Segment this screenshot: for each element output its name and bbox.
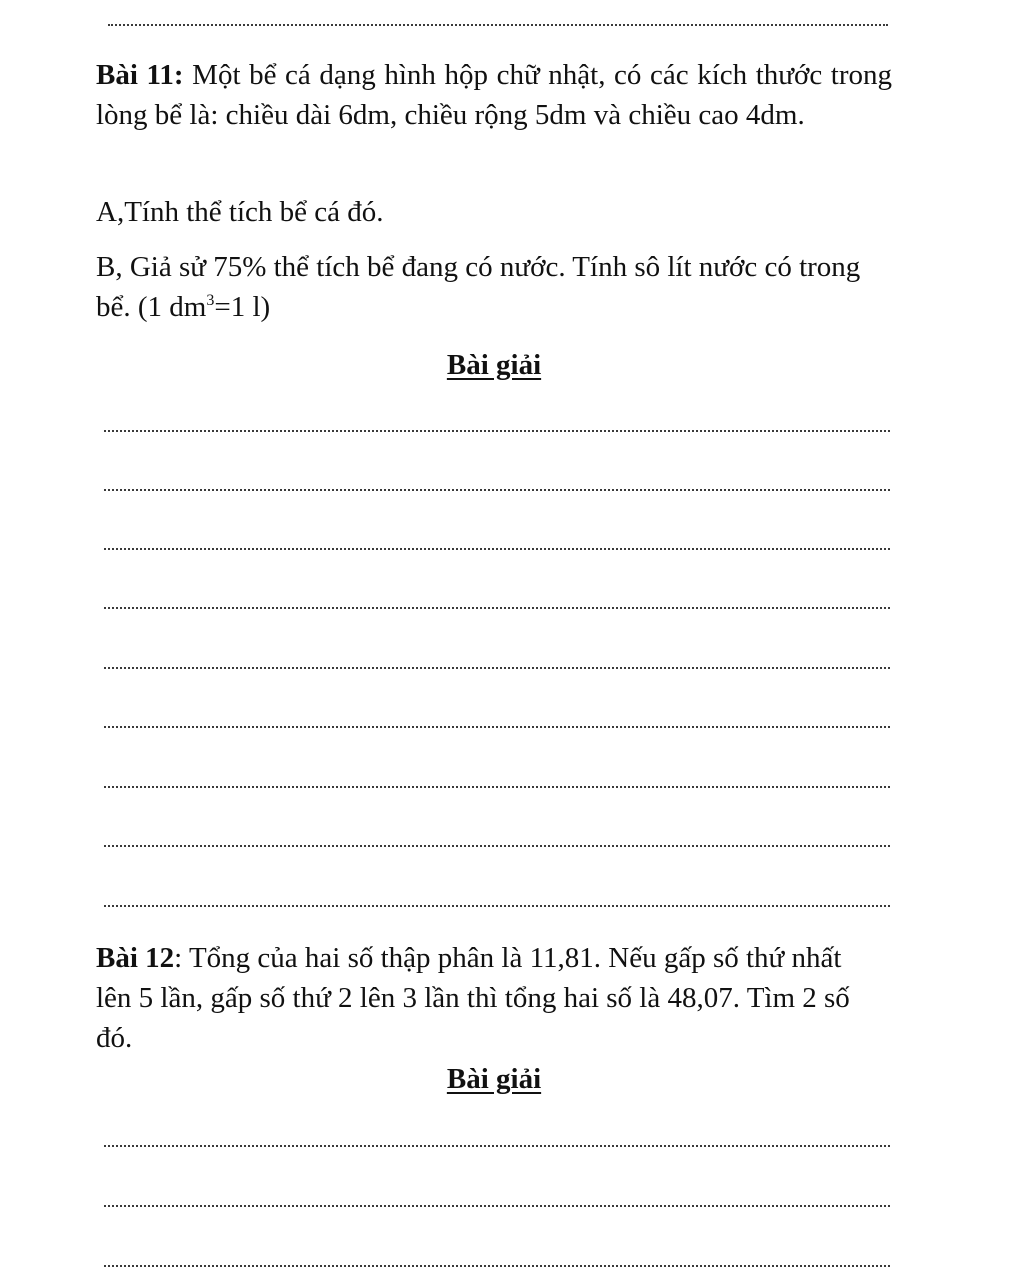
problem-11-part-a: A,Tính thể tích bể cá đó. — [96, 196, 384, 228]
answer-line — [104, 607, 890, 609]
problem-12-solution-heading: Bài giải — [446, 1063, 542, 1095]
problem-12-text: : Tổng của hai số thập phân là 11,81. Nếu gấp số thứ nhất lên 5 lần, gấp số thứ 2 lên 3 lần thì tổng hai số là 48,07. Tìm 2 số đó. — [96, 942, 850, 1054]
problem-11-part-b-superscript: 3 — [206, 292, 215, 309]
answer-line — [104, 726, 890, 728]
problem-12-label: Bài 12 — [96, 942, 175, 974]
problem-11-part-b-text: B, Giả sử 75% thể tích bể đang có nước. Tính sô lít nước có trong bể. (1 dm — [96, 251, 861, 323]
problem-11-part-b — [96, 247, 892, 327]
answer-line — [104, 786, 890, 788]
answer-line — [104, 845, 890, 847]
problem-11-label: Bài 11: — [96, 59, 184, 91]
problem-11-statement — [96, 55, 892, 135]
problem-11-text: Một bể cá dạng hình hộp chữ nhật, có các kích thước trong lòng bể là: chiều dài 6dm, chiều rộng 5dm và chiều cao 4dm. — [96, 59, 893, 131]
answer-line-top — [108, 24, 888, 26]
answer-line — [104, 1205, 890, 1207]
answer-line — [104, 1265, 890, 1267]
answer-line — [104, 430, 890, 432]
answer-line — [104, 905, 890, 907]
answer-line — [104, 1145, 890, 1147]
problem-11-solution-heading: Bài giải — [446, 349, 542, 381]
answer-line — [104, 667, 890, 669]
problem-12-statement — [96, 938, 856, 1058]
problem-11-part-b-end: =1 l) — [214, 291, 271, 323]
answer-line — [104, 548, 890, 550]
answer-line — [104, 489, 890, 491]
